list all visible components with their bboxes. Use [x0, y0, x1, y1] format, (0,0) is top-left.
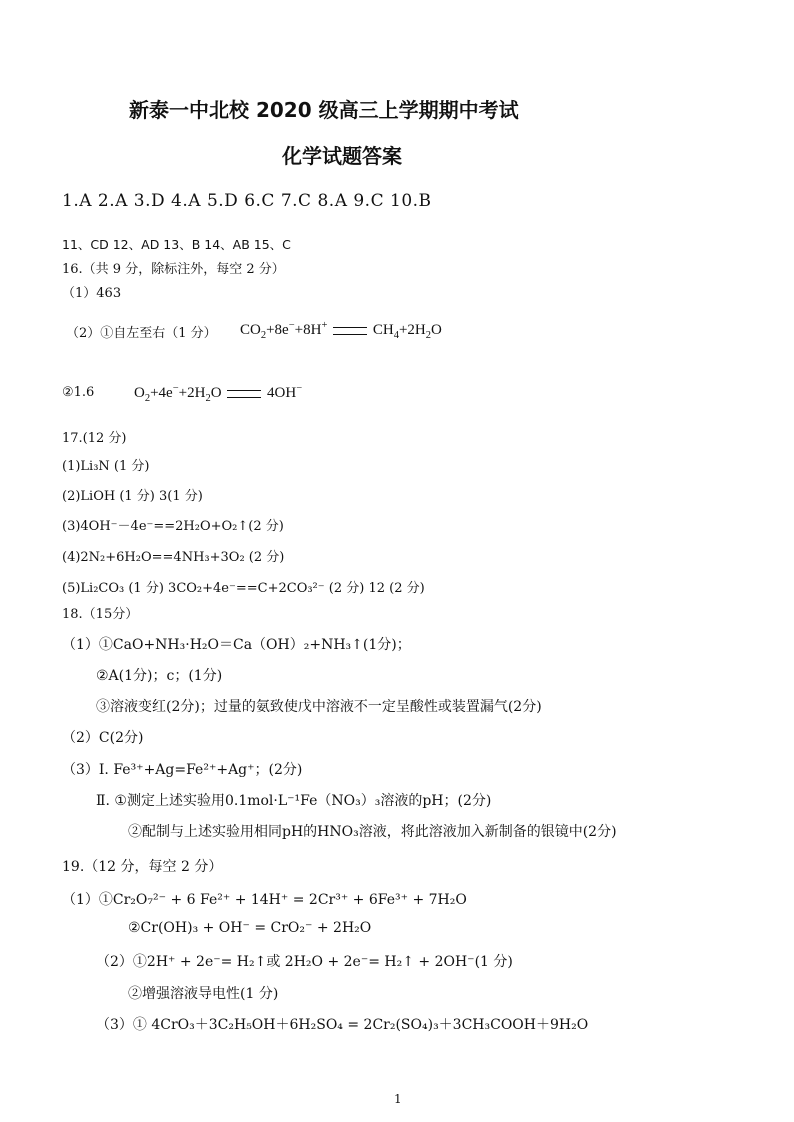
q18-heading: 18.（15分） — [62, 607, 139, 622]
q16-part1: （1）463 — [62, 286, 122, 301]
page-subtitle: 化学试题答案 — [282, 144, 402, 168]
q18-line7: ②配制与上述实验用相同pH的HNO₃溶液，将此溶液加入新制备的银镜中(2分) — [128, 824, 617, 840]
q19-line2: ②Cr(OH)₃ + OH⁻ = CrO₂⁻ + 2H₂O — [128, 920, 372, 936]
q17-line2: (2)LiOH (1 分) 3(1 分) — [62, 489, 203, 504]
mc-answers-row1: 1.A 2.A 3.D 4.A 5.D 6.C 7.C 8.A 9.C 10.B — [62, 191, 432, 211]
q19-line1: （1）①Cr₂O₇²⁻ + 6 Fe²⁺ + 14H⁺ = 2Cr³⁺ + 6Fe³⁺ + 7H₂O — [62, 892, 467, 908]
q17-line4: (4)2N₂+6H₂O==4NH₃+3O₂ (2 分) — [62, 550, 285, 565]
q16-part2-label: （2）①自左至右（1 分） — [66, 326, 217, 341]
page-number: 1 — [394, 1092, 402, 1106]
mc-answers-row2: 11、CD 12、AD 13、B 14、AB 15、C — [62, 237, 291, 252]
q16-part2-equation: $CO_2+8e^-+8H^+$ $CH_4+2H_2O$ — [240, 320, 442, 341]
q16-part3-equation: $O_2+4e^-+2H_2O$ 4OH− — [134, 383, 303, 404]
page-title: 新泰一中北校 2020 级高三上学期期中考试 — [129, 98, 519, 122]
q17-line3: (3)4OH⁻－4e⁻==2H₂O+O₂↑(2 分) — [62, 519, 284, 534]
q19-line3: （2）①2H⁺ + 2e⁻= H₂↑或 2H₂O + 2e⁻= H₂↑ + 2OH⁻(1 分) — [96, 954, 513, 970]
q16-heading: 16.（共 9 分，除标注外，每空 2 分） — [62, 262, 285, 277]
q18-line3: ③溶液变红(2分)；过量的氨致使戊中溶液不一定呈酸性或装置漏气(2分) — [96, 699, 542, 715]
q17-line1: (1)Li₃N (1 分) — [62, 459, 150, 474]
q19-line4: ②增强溶液导电性(1 分) — [128, 986, 279, 1002]
q19-heading: 19.（12 分，每空 2 分） — [62, 859, 223, 875]
q17-line5: (5)Li₂CO₃ (1 分) 3CO₂+4e⁻==C+2CO₃²⁻ (2 分) 12 (2 分) — [62, 581, 425, 596]
q18-line5: （3）Ⅰ. Fe³⁺+Ag=Fe²⁺+Ag⁺；(2分) — [62, 762, 303, 778]
q16-part3-label: ②1.6 — [62, 385, 95, 400]
q17-heading: 17.(12 分) — [62, 431, 127, 446]
q18-line2: ②A(1分)；c；(1分) — [96, 668, 223, 684]
q18-line1: （1）①CaO+NH₃·H₂O＝Ca（OH）₂+NH₃↑(1分)； — [62, 637, 411, 653]
q18-line6: Ⅱ. ①测定上述实验用0.1mol·L⁻¹Fe（NO₃）₃溶液的pH；(2分) — [96, 793, 492, 809]
q18-line4: （2）C(2分) — [62, 730, 144, 746]
q19-line5: （3）① 4CrO₃＋3C₂H₅OH＋6H₂SO₄ = 2Cr₂(SO₄)₃＋3CH₃COOH＋9H₂O — [96, 1017, 589, 1033]
